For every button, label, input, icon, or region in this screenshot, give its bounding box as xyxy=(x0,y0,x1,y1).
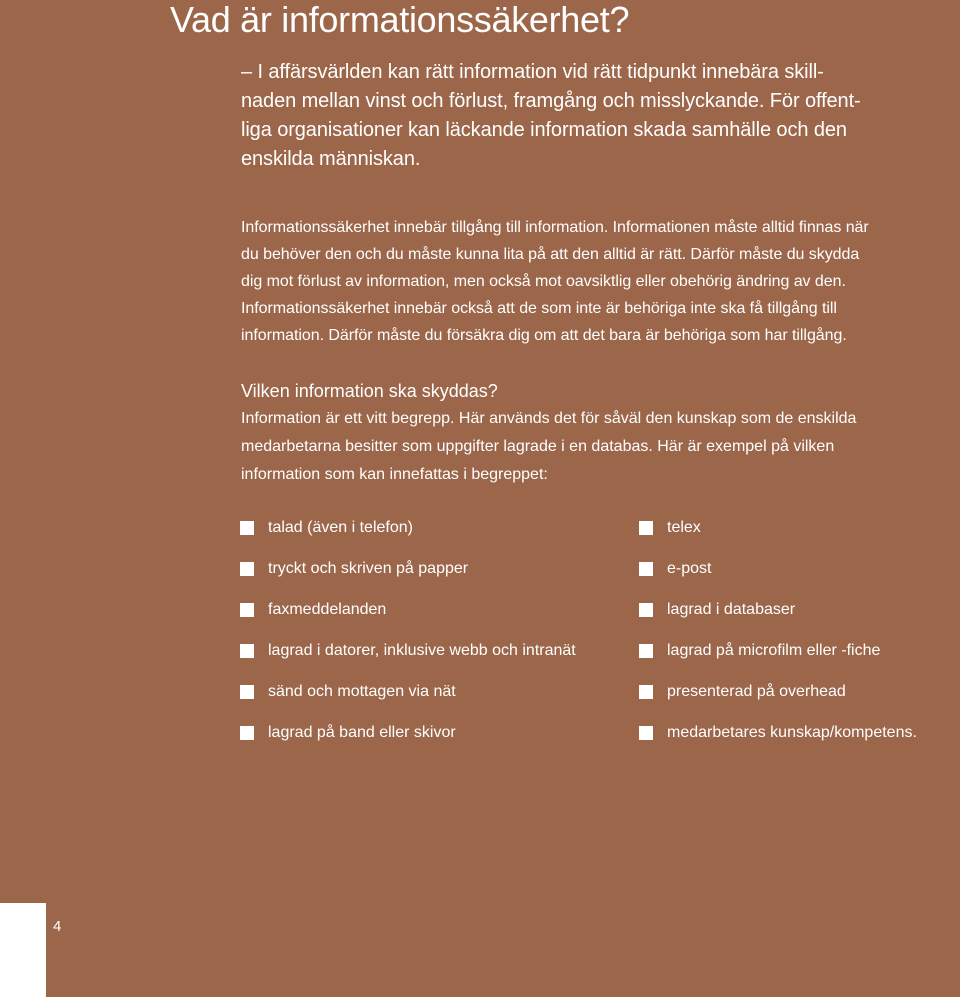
list-item-label: talad (även i telefon) xyxy=(268,519,413,536)
list-item-label: tryckt och skriven på papper xyxy=(268,560,469,577)
list-item-label: e-post xyxy=(667,560,712,577)
square-bullet-icon xyxy=(639,521,653,535)
list-item-label: telex xyxy=(667,519,701,536)
page-number: 4 xyxy=(53,918,62,935)
square-bullet-icon xyxy=(240,521,254,535)
list-item-label: lagrad på microfilm eller -fiche xyxy=(667,642,881,659)
section-line: information som kan innefattas i begreppet: xyxy=(241,466,548,483)
list-item xyxy=(639,596,917,637)
intro-paragraph xyxy=(241,58,956,174)
list-item-label: medarbetares kunskap/kompetens. xyxy=(667,724,917,741)
list-item-label: lagrad på band eller skivor xyxy=(268,724,456,741)
square-bullet-icon xyxy=(639,726,653,740)
list-item xyxy=(240,596,576,637)
list-item-label: presenterad på overhead xyxy=(667,683,846,700)
square-bullet-icon xyxy=(240,644,254,658)
body-line: dig mot förlust av information, men också mot oavsiktlig eller obehörig ändring av den. xyxy=(241,273,846,290)
bullet-list-right xyxy=(639,514,917,760)
page-title: Vad är informationssäkerhet? xyxy=(170,0,630,40)
bullet-list-left xyxy=(240,514,576,760)
square-bullet-icon xyxy=(240,726,254,740)
page-marker-box xyxy=(0,903,46,997)
body-line: Informationssäkerhet innebär också att de som inte är behöriga inte ska få tillgång till xyxy=(241,300,837,317)
list-item xyxy=(639,555,917,596)
list-item xyxy=(240,555,576,596)
list-item xyxy=(639,514,917,555)
intro-line: – I affärsvärlden kan rätt information vid rätt tidpunkt innebära skill- xyxy=(241,61,824,83)
list-item xyxy=(639,678,917,719)
list-item xyxy=(240,678,576,719)
intro-line: enskilda människan. xyxy=(241,148,421,170)
square-bullet-icon xyxy=(240,685,254,699)
square-bullet-icon xyxy=(240,562,254,576)
square-bullet-icon xyxy=(639,562,653,576)
list-item xyxy=(639,637,917,678)
square-bullet-icon xyxy=(639,603,653,617)
list-item xyxy=(240,637,576,678)
body-line: Informationssäkerhet innebär tillgång till information. Informationen måste alltid finnas när xyxy=(241,219,869,236)
list-item-label: faxmeddelanden xyxy=(268,601,387,618)
list-item-label: lagrad i datorer, inklusive webb och intranät xyxy=(268,642,576,659)
body-paragraph xyxy=(241,214,960,349)
body-line: information. Därför måste du försäkra dig om att det bara är behöriga som har tillgång. xyxy=(241,327,847,344)
square-bullet-icon xyxy=(639,685,653,699)
section-line: Information är ett vitt begrepp. Här används det för såväl den kunskap som de enskilda xyxy=(241,410,857,427)
intro-line: naden mellan vinst och förlust, framgång och misslyckande. För offent- xyxy=(241,90,861,112)
body-line: du behöver den och du måste kunna lita på att den alltid är rätt. Därför måste du skydda xyxy=(241,246,860,263)
intro-line: liga organisationer kan läckande information skada samhälle och den xyxy=(241,119,847,141)
list-item xyxy=(639,719,917,760)
section-paragraph xyxy=(241,405,956,489)
square-bullet-icon xyxy=(240,603,254,617)
list-item xyxy=(240,719,576,760)
list-item-label: sänd och mottagen via nät xyxy=(268,683,456,700)
list-item xyxy=(240,514,576,555)
section-heading: Vilken information ska skyddas? xyxy=(241,381,498,401)
list-item-label: lagrad i databaser xyxy=(667,601,796,618)
section-line: medarbetarna besitter som uppgifter lagrade i en databas. Här är exempel på vilken xyxy=(241,438,835,455)
square-bullet-icon xyxy=(639,644,653,658)
